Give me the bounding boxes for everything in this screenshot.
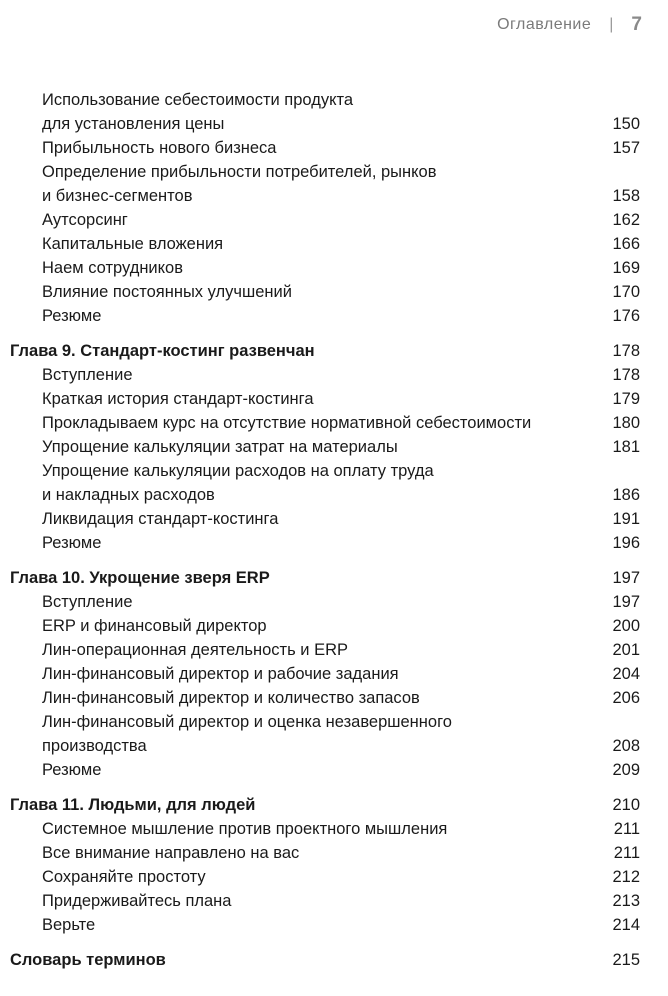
toc-section-entry[interactable] bbox=[0, 758, 668, 782]
toc-entry-title bbox=[0, 256, 668, 280]
toc-section-entry[interactable] bbox=[0, 531, 668, 555]
toc-entry-title-line: и бизнес-сегментов bbox=[42, 187, 193, 205]
toc-entry-title-line: Глава 9. Стандарт-костинг развенчан bbox=[10, 342, 315, 360]
toc-entry-title-line: Глава 11. Людьми, для людей bbox=[10, 796, 256, 814]
toc-entry-page-number: 211 bbox=[613, 820, 640, 838]
toc-entry-title-line: для установления цены bbox=[42, 115, 225, 133]
toc-entry-title bbox=[0, 841, 668, 865]
toc-section-entry[interactable] bbox=[0, 459, 668, 507]
toc-section-entry[interactable] bbox=[0, 88, 668, 136]
toc-entry-page-number: 212 bbox=[612, 868, 640, 886]
toc-section-entry[interactable] bbox=[0, 817, 668, 841]
toc-entry-page-number: 191 bbox=[612, 510, 640, 528]
toc-section-entry[interactable] bbox=[0, 256, 668, 280]
toc-entry-title-line: Резюме bbox=[42, 307, 102, 325]
toc-entry-page-number: 170 bbox=[612, 283, 640, 301]
toc-entry-page-number: 150 bbox=[612, 115, 640, 133]
toc-section-entry[interactable] bbox=[0, 160, 668, 208]
toc-entry-title bbox=[0, 865, 668, 889]
toc-section-entry[interactable] bbox=[0, 662, 668, 686]
toc-entry-title bbox=[0, 160, 668, 208]
toc-section-entry[interactable] bbox=[0, 387, 668, 411]
toc-entry-title bbox=[0, 304, 668, 328]
toc-entry-title-line: Прокладываем курс на отсутствие нормативной себестоимости bbox=[42, 414, 532, 432]
toc-entry-title-line: Аутсорсинг bbox=[42, 211, 128, 229]
toc-entry-title-line: Прибыльность нового бизнеса bbox=[42, 139, 277, 157]
toc-entry-title-line: Все внимание направлено на вас bbox=[42, 844, 300, 862]
toc-entry-title bbox=[10, 566, 668, 590]
toc-entry-title bbox=[0, 232, 668, 256]
toc-entry-title-line: Системное мышление против проектного мышления bbox=[42, 820, 448, 838]
toc-section-entry[interactable] bbox=[0, 507, 668, 531]
toc-entry-page-number: 200 bbox=[612, 617, 640, 635]
toc-chapter-entry[interactable] bbox=[0, 339, 668, 363]
toc-entry-title-line: Упрощение калькуляции затрат на материалы bbox=[42, 438, 398, 456]
toc-entry-page-number: 158 bbox=[612, 187, 640, 205]
toc-entry-title-line: Резюме bbox=[42, 761, 102, 779]
toc-section-entry[interactable] bbox=[0, 590, 668, 614]
toc-entry-title bbox=[0, 614, 668, 638]
toc-entry-title bbox=[0, 363, 668, 387]
toc-entry-title bbox=[0, 88, 668, 136]
toc-section-entry[interactable] bbox=[0, 889, 668, 913]
toc-entry-title-line: Определение прибыльности потребителей, рынков bbox=[42, 163, 437, 181]
toc-entry-title-line: производства bbox=[42, 737, 147, 755]
toc-entry-page-number: 206 bbox=[612, 689, 640, 707]
toc-entry-title bbox=[0, 913, 668, 937]
toc-entry-page-number: 204 bbox=[612, 665, 640, 683]
toc-entry-title bbox=[10, 948, 668, 972]
toc-section-entry[interactable] bbox=[0, 638, 668, 662]
toc-section-entry[interactable] bbox=[0, 614, 668, 638]
toc-section-entry[interactable] bbox=[0, 710, 668, 758]
toc-entry-title bbox=[10, 339, 668, 363]
toc-chapter-entry[interactable] bbox=[0, 793, 668, 817]
toc-entry-page-number: 179 bbox=[612, 390, 640, 408]
toc-entry-title-line: Использование себестоимости продукта bbox=[42, 91, 354, 109]
toc-entry-title-line: Словарь терминов bbox=[10, 951, 166, 969]
toc-chapter-entry[interactable] bbox=[0, 566, 668, 590]
toc-entry-title bbox=[0, 710, 668, 758]
table-of-contents bbox=[0, 88, 668, 972]
toc-section-entry[interactable] bbox=[0, 136, 668, 160]
toc-entry-page-number: 166 bbox=[612, 235, 640, 253]
toc-section-entry[interactable] bbox=[0, 280, 668, 304]
toc-chapter-entry[interactable] bbox=[0, 948, 668, 972]
toc-entry-title bbox=[0, 459, 668, 507]
page-header bbox=[497, 14, 642, 36]
toc-entry-page-number: 176 bbox=[612, 307, 640, 325]
toc-section-entry[interactable] bbox=[0, 865, 668, 889]
toc-entry-title-line: Сохраняйте простоту bbox=[42, 868, 206, 886]
toc-entry-page-number: 178 bbox=[612, 366, 640, 384]
toc-entry-page-number: 162 bbox=[612, 211, 640, 229]
toc-entry-title-line: Влияние постоянных улучшений bbox=[42, 283, 292, 301]
toc-entry-title bbox=[0, 136, 668, 160]
toc-entry-title bbox=[0, 435, 668, 459]
toc-entry-page-number: 169 bbox=[612, 259, 640, 277]
toc-entry-title bbox=[0, 208, 668, 232]
toc-entry-page-number: 213 bbox=[612, 892, 640, 910]
toc-entry-page-number: 180 bbox=[612, 414, 640, 432]
toc-entry-title bbox=[0, 889, 668, 913]
toc-entry-title-line: Лин-финансовый директор и оценка незавершенного bbox=[42, 713, 452, 731]
toc-entry-title-line: Резюме bbox=[42, 534, 102, 552]
toc-entry-title bbox=[10, 793, 668, 817]
toc-entry-page-number: 201 bbox=[612, 641, 640, 659]
toc-entry-title-line: Верьте bbox=[42, 916, 96, 934]
toc-entry-title bbox=[0, 280, 668, 304]
toc-section-entry[interactable] bbox=[0, 411, 668, 435]
toc-entry-title-line: Придерживайтесь плана bbox=[42, 892, 232, 910]
toc-entry-title bbox=[0, 531, 668, 555]
toc-entry-title bbox=[0, 411, 668, 435]
toc-entry-title bbox=[0, 817, 668, 841]
toc-section-entry[interactable] bbox=[0, 913, 668, 937]
running-head-separator: | bbox=[609, 16, 614, 33]
toc-entry-title-line: Капитальные вложения bbox=[42, 235, 224, 253]
toc-entry-title-line: Вступление bbox=[42, 366, 133, 384]
toc-entry-title bbox=[0, 686, 668, 710]
toc-section-entry[interactable] bbox=[0, 208, 668, 232]
toc-entry-title bbox=[0, 662, 668, 686]
toc-entry-title-line: Вступление bbox=[42, 593, 133, 611]
toc-entry-page-number: 178 bbox=[612, 342, 640, 360]
toc-entry-title-line: Лин-финансовый директор и количество запасов bbox=[42, 689, 420, 707]
toc-section-entry[interactable] bbox=[0, 841, 668, 865]
toc-entry-title-line: Краткая история стандарт-костинга bbox=[42, 390, 314, 408]
toc-entry-title-line: Лин-финансовый директор и рабочие задания bbox=[42, 665, 399, 683]
toc-entry-title-line: и накладных расходов bbox=[42, 486, 215, 504]
page-number: 7 bbox=[631, 14, 642, 35]
toc-entry-page-number: 197 bbox=[612, 569, 640, 587]
toc-entry-title bbox=[0, 590, 668, 614]
toc-entry-title-line: Лин-операционная деятельность и ERP bbox=[42, 641, 349, 659]
toc-entry-page-number: 197 bbox=[612, 593, 640, 611]
toc-entry-title bbox=[0, 638, 668, 662]
toc-entry-page-number: 157 bbox=[612, 139, 640, 157]
toc-entry-page-number: 186 bbox=[612, 486, 640, 504]
toc-entry-title bbox=[0, 758, 668, 782]
toc-section-entry[interactable] bbox=[0, 232, 668, 256]
toc-entry-page-number: 209 bbox=[612, 761, 640, 779]
toc-entry-page-number: 181 bbox=[612, 438, 640, 456]
toc-entry-title-line: ERP и финансовый директор bbox=[42, 617, 267, 635]
toc-entry-title bbox=[0, 507, 668, 531]
toc-entry-page-number: 214 bbox=[612, 916, 640, 934]
toc-entry-title-line: Ликвидация стандарт-костинга bbox=[42, 510, 279, 528]
toc-entry-page-number: 211 bbox=[613, 844, 640, 862]
toc-entry-title-line: Наем сотрудников bbox=[42, 259, 183, 277]
toc-entry-title bbox=[0, 387, 668, 411]
toc-entry-title-line: Упрощение калькуляции расходов на оплату труда bbox=[42, 462, 434, 480]
running-head-title: Оглавление bbox=[497, 16, 592, 33]
toc-entry-page-number: 196 bbox=[612, 534, 640, 552]
toc-entry-page-number: 208 bbox=[612, 737, 640, 755]
toc-section-entry[interactable] bbox=[0, 686, 668, 710]
toc-entry-page-number: 215 bbox=[612, 951, 640, 969]
toc-section-entry[interactable] bbox=[0, 304, 668, 328]
toc-section-entry[interactable] bbox=[0, 363, 668, 387]
toc-entry-title-line: Глава 10. Укрощение зверя ERP bbox=[10, 569, 270, 587]
toc-entry-page-number: 210 bbox=[612, 796, 640, 814]
toc-section-entry[interactable] bbox=[0, 435, 668, 459]
